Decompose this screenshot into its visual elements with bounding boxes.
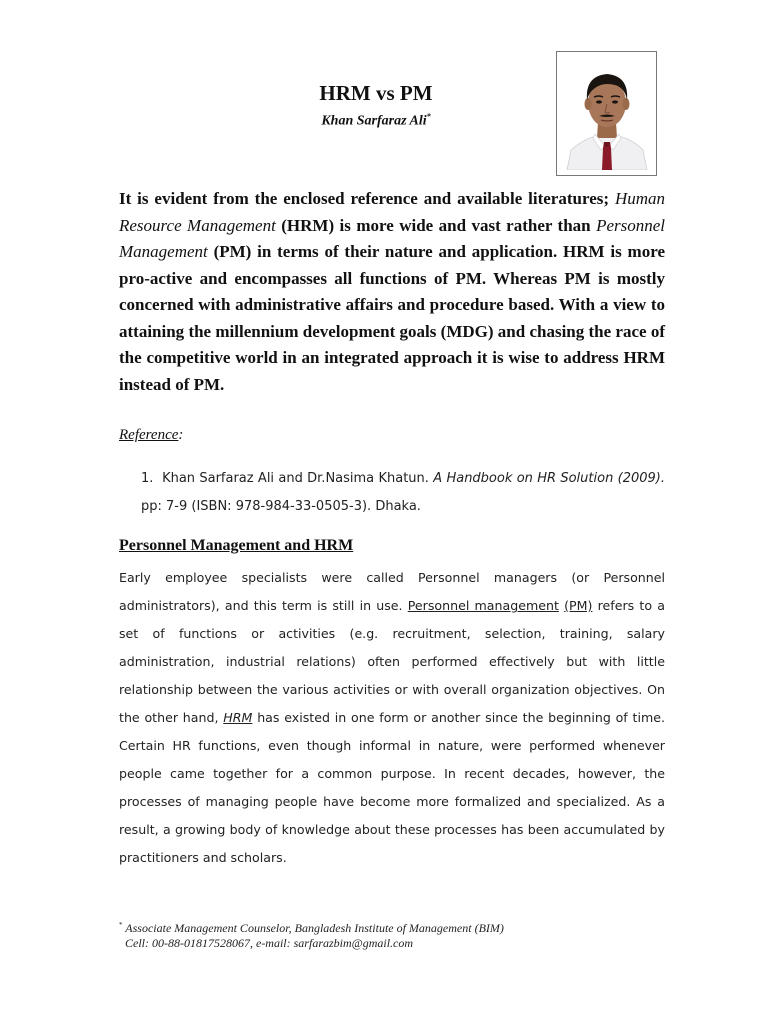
hrm-link[interactable]: HRM — [223, 710, 253, 725]
reference-details: pp: 7-9 (ISBN: 978-984-33-0505-3). Dhaka. — [141, 499, 421, 514]
pm-abbreviation-link[interactable]: (PM) — [564, 598, 593, 613]
section-text-1: Early employee specialists were called Personnel managers (or Personnel administrators), and this term is still in use. — [119, 570, 665, 613]
page-title: HRM vs PM — [319, 81, 433, 105]
section-text-2: refers to a set of functions or activities (e.g. recruitment, selection, training, salary administration, industrial relations) often performed effectively but with little relationship between the various activities or with overall organization objectives. On the other hand, — [119, 598, 665, 725]
footnote-divider — [119, 907, 259, 908]
abstract-text-3: (PM) in terms of their nature and application. HRM is more pro-active and encompasses all functions of PM. Whereas PM is mostly concerned with administrative affairs and procedure based. With a view to attaining the millennium development goals (MDG) and chasing the race of the competitive world in an integrated approach it is wise to address HRM instead of PM. — [119, 242, 665, 394]
abstract-text-2: (HRM) is more wide and vast rather than — [275, 215, 597, 235]
section-text-3: has existed in one form or another since the beginning of time. Certain HR functions, even though informal in nature, were performed whenever people came together for a common purpose. In recent decades, however, the processes of managing people have become more formalized and specialized. As a result, a growing body of knowledge about these processes has been accumulated by practitioners and scholars. — [119, 710, 665, 865]
reference-heading — [119, 427, 183, 444]
footnote-contact: Cell: 00-88-01817528067, e-mail: sarfarazbim@gmail.com — [125, 936, 414, 950]
reference-heading-text: Reference — [119, 427, 179, 443]
reference-item — [141, 465, 665, 521]
abstract-paragraph — [119, 186, 665, 398]
author-footnote-mark: * — [426, 112, 431, 121]
footnote-line-1 — [119, 918, 679, 936]
section-paragraph — [119, 564, 665, 872]
abstract-text-1: It is evident from the enclosed reference and available literatures; — [119, 189, 615, 208]
portrait-illustration — [565, 58, 649, 170]
author-photo — [556, 51, 657, 176]
author-text: Khan Sarfaraz Ali — [321, 113, 427, 129]
footnote-mark: * — [119, 921, 123, 929]
footnote-affiliation: Associate Management Counselor, Bangladesh Institute of Management (BIM) — [125, 921, 504, 935]
section-heading: Personnel Management and HRM — [119, 537, 354, 554]
reference-title: A Handbook on HR Solution (2009). — [433, 471, 665, 486]
reference-number: 1. — [141, 471, 154, 486]
personnel-management-link[interactable]: Personnel management — [407, 598, 559, 613]
reference-authors: Khan Sarfaraz Ali and Dr.Nasima Khatun. — [162, 471, 434, 486]
pm-term: Personnel Management — [119, 215, 665, 261]
hrm-term: Human Resource Management — [119, 189, 665, 235]
reference-heading-colon: : — [178, 427, 184, 443]
footnote — [119, 918, 679, 951]
